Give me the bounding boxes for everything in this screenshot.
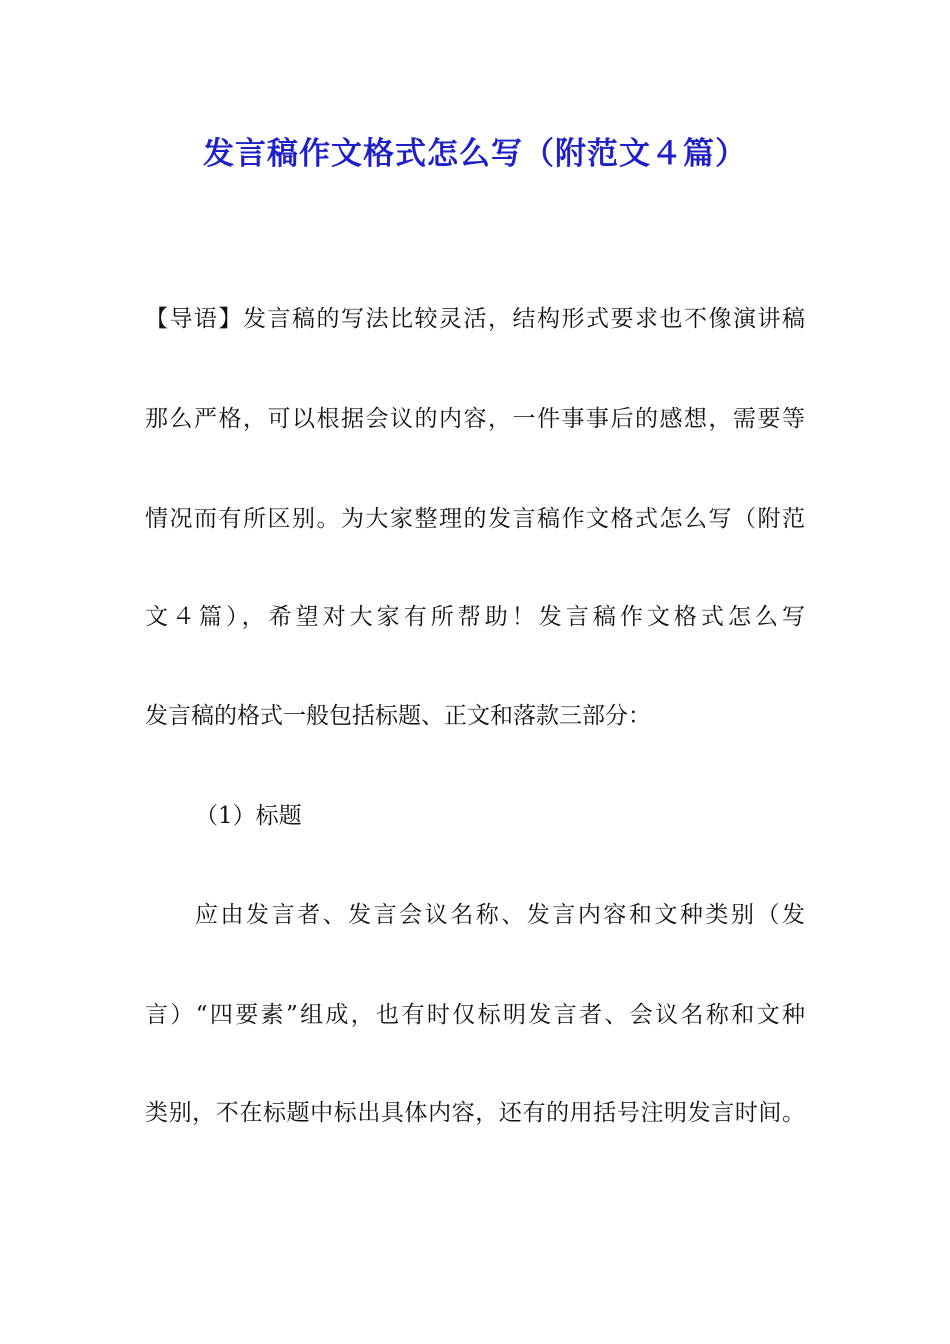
paragraph-line-1: 【导语】发言稿的写法比较灵活，结构形式要求也不像演讲稿 [145,306,805,332]
paragraph-line-4: 文４篇），希望对大家有所帮助！发言稿作文格式怎么写 [145,604,805,630]
paragraph-line-5: 发言稿的格式一般包括标题、正文和落款三部分： [145,703,651,729]
paragraph-line-8: 类别，不在标题中标出具体内容，还有的用括号注明发言时间。 [145,1100,805,1126]
paragraph-line-3: 情况而有所区别。为大家整理的发言稿作文格式怎么写（附范 [145,506,805,532]
paragraph-line-6: 应由发言者、发言会议名称、发言内容和文种类别（发 [195,902,805,928]
paragraph-line-7: 言）“四要素”组成，也有时仅标明发言者、会议名称和文种 [145,1002,805,1028]
paragraph-line-2: 那么严格，可以根据会议的内容，一件事事后的感想，需要等 [145,406,805,432]
document-title: 发言稿作文格式怎么写（附范文４篇） [203,136,747,172]
section-heading-title: （1）标题 [195,803,302,829]
